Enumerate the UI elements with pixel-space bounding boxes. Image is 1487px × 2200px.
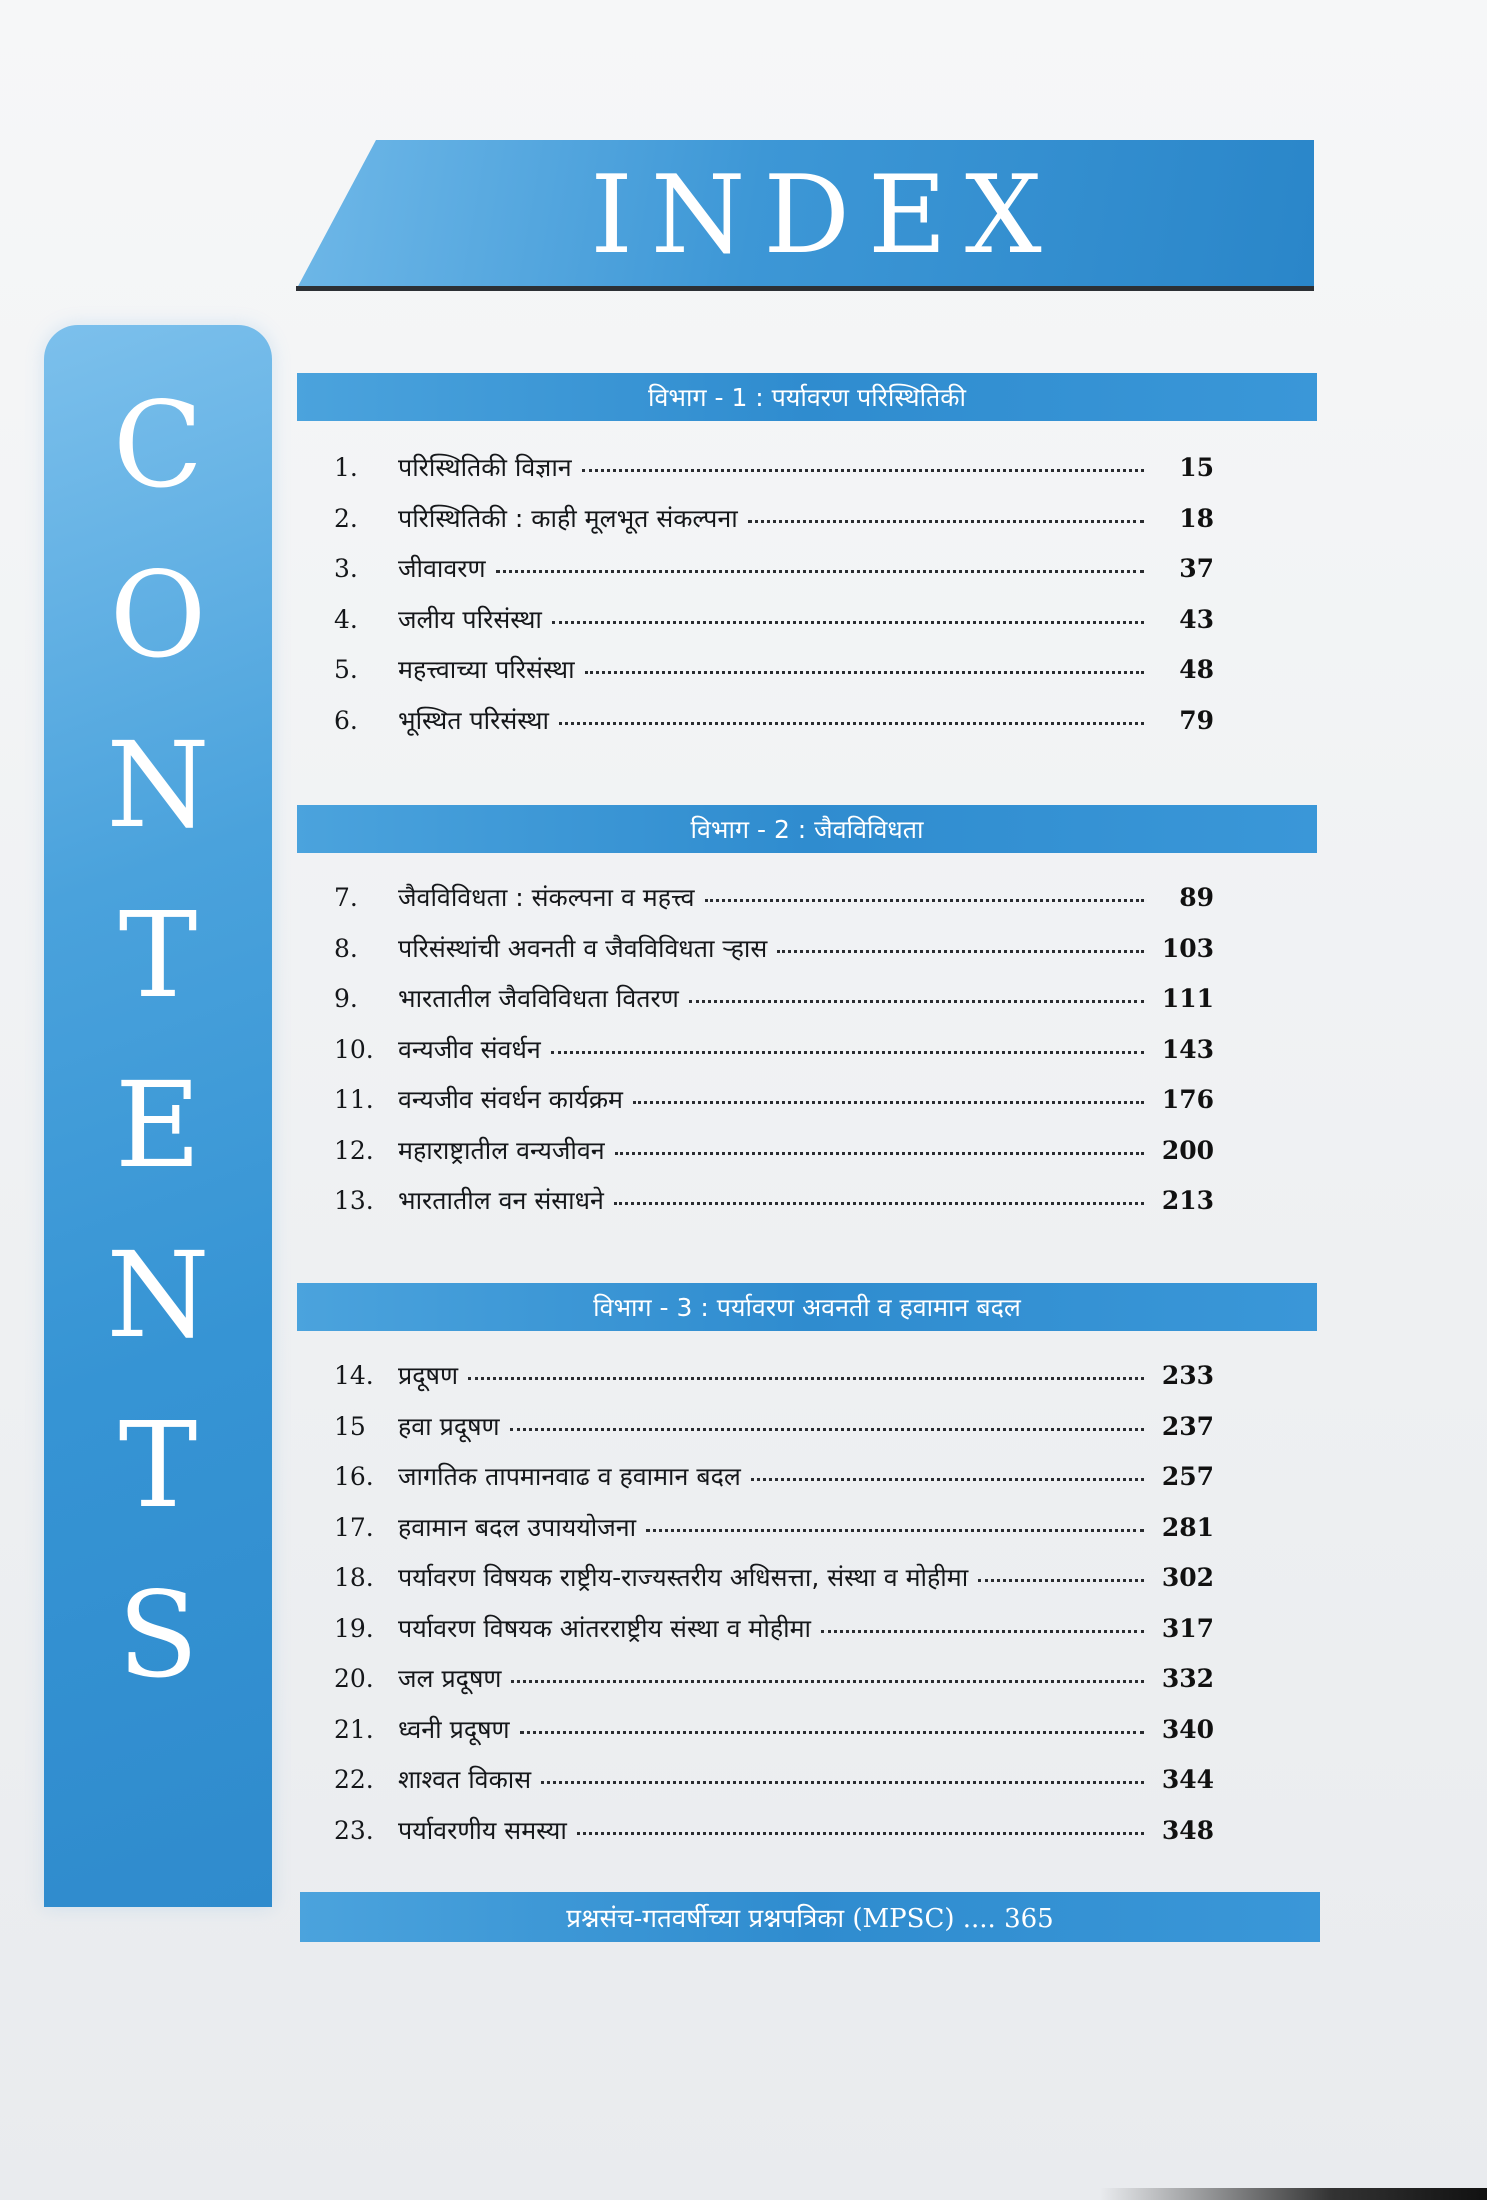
toc-leader-dots <box>511 1679 1144 1683</box>
toc-entry-title: महत्त्वाच्या परिसंस्था <box>398 655 575 684</box>
toc-entry-page: 176 <box>1161 1085 1214 1114</box>
toc-entry[interactable] <box>334 1032 1214 1083</box>
section-3-header: विभाग - 3 : पर्यावरण अवनती व हवामान बदल <box>297 1283 1317 1331</box>
toc-entry-number: 4. <box>334 604 358 634</box>
toc-leader-dots <box>577 1831 1144 1835</box>
toc-entry-page: 143 <box>1161 1034 1214 1064</box>
toc-entry-number: 19. <box>334 1613 374 1643</box>
toc-entry-page: 111 <box>1161 984 1214 1013</box>
toc-entry[interactable] <box>334 501 1214 552</box>
toc-leader-dots <box>520 1730 1144 1734</box>
toc-entry-number: 2. <box>334 503 358 533</box>
toc-entry-page: 79 <box>1179 705 1214 735</box>
contents-letter: O <box>109 546 207 684</box>
toc-leader-dots <box>510 1427 1144 1431</box>
toc-entry-title: परिसंस्थांची अवनती व जैवविविधता ऱ्हास <box>398 933 768 963</box>
toc-entry-title: जैवविविधता : संकल्पना व महत्त्व <box>398 883 695 912</box>
toc-leader-dots <box>585 670 1144 674</box>
toc-entry-page: 37 <box>1179 554 1214 583</box>
toc-entry-number: 17. <box>334 1512 374 1542</box>
toc-entry-number: 13. <box>334 1186 374 1215</box>
toc-entry-title: हवा प्रदूषण <box>398 1411 500 1441</box>
toc-entry[interactable] <box>334 703 1214 754</box>
toc-leader-dots <box>541 1780 1144 1784</box>
toc-entry-page: 344 <box>1161 1765 1214 1794</box>
toc-leader-dots <box>496 569 1144 573</box>
toc-entry-title: परिस्थितिकी : काही मूलभूत संकल्पना <box>398 503 738 533</box>
toc-entry[interactable] <box>334 652 1214 703</box>
toc-entry-title: जलीय परिसंस्था <box>398 604 542 634</box>
toc-entry[interactable] <box>334 931 1214 982</box>
toc-entry[interactable] <box>334 602 1214 653</box>
toc-entry-page: 317 <box>1161 1613 1214 1643</box>
toc-entry-title: वन्यजीव संवर्धन <box>398 1034 541 1064</box>
toc-entry-number: 10. <box>334 1034 374 1064</box>
toc-entry-title: शाश्वत विकास <box>398 1765 532 1794</box>
toc-entry-number: 21. <box>334 1714 374 1744</box>
toc-entry-title: भूस्थित परिसंस्था <box>398 705 549 735</box>
question-bank-bar[interactable]: प्रश्नसंच-गतवर्षीच्या प्रश्नपत्रिका (MPSC) .... 365 <box>300 1892 1320 1942</box>
toc-leader-dots <box>614 1201 1144 1205</box>
toc-entry-title: ध्वनी प्रदूषण <box>398 1714 510 1744</box>
toc-entry[interactable] <box>334 880 1214 931</box>
toc-entry-page: 257 <box>1161 1462 1214 1491</box>
toc-entry-title: परिस्थितिकी विज्ञान <box>398 453 572 482</box>
contents-letter: N <box>106 1226 210 1364</box>
toc-entry-page: 302 <box>1161 1563 1214 1592</box>
toc-entry-number: 8. <box>334 933 358 963</box>
toc-leader-dots <box>748 519 1144 523</box>
toc-leader-dots <box>552 620 1144 624</box>
toc-entry[interactable] <box>334 981 1214 1032</box>
toc-entry-number: 18. <box>334 1563 374 1592</box>
toc-entry-number: 5. <box>334 655 358 684</box>
toc-entry-page: 103 <box>1161 933 1214 963</box>
toc-leader-dots <box>821 1629 1144 1633</box>
section-2-header: विभाग - 2 : जैवविविधता <box>297 805 1317 853</box>
toc-entry-number: 3. <box>334 554 358 583</box>
toc-entry-number: 20. <box>334 1664 374 1693</box>
toc-entry-number: 16. <box>334 1462 374 1491</box>
toc-entry[interactable] <box>334 1510 1214 1561</box>
toc-entry-title: जीवावरण <box>398 554 486 583</box>
contents-letter: C <box>112 376 204 514</box>
toc-entry[interactable] <box>334 1611 1214 1662</box>
toc-leader-dots <box>705 898 1144 902</box>
toc-entry-page: 89 <box>1179 883 1214 912</box>
toc-entry-number: 22. <box>334 1765 374 1794</box>
contents-letter: E <box>114 1056 202 1194</box>
toc-entry-page: 18 <box>1179 503 1214 533</box>
toc-entry-title: पर्यावरण विषयक आंतरराष्ट्रीय संस्था व मोहीमा <box>398 1613 812 1643</box>
section-3-list <box>334 1358 1214 1863</box>
toc-leader-dots <box>978 1578 1144 1582</box>
toc-entry-page: 48 <box>1179 655 1214 684</box>
toc-entry-page: 281 <box>1161 1512 1214 1542</box>
toc-entry[interactable] <box>334 1459 1214 1510</box>
contents-vertical-label <box>44 360 272 1720</box>
toc-entry[interactable] <box>334 450 1214 501</box>
toc-entry-number: 11. <box>334 1085 374 1114</box>
toc-entry-page: 43 <box>1179 604 1214 634</box>
section-2-list <box>334 880 1214 1234</box>
contents-letter: T <box>118 1396 198 1534</box>
toc-entry-page: 332 <box>1161 1664 1214 1693</box>
toc-entry-title: भारतातील जैवविविधता वितरण <box>398 984 679 1013</box>
toc-entry[interactable] <box>334 1409 1214 1460</box>
toc-entry[interactable] <box>334 1133 1214 1184</box>
toc-entry-number: 14. <box>334 1361 374 1390</box>
toc-entry[interactable] <box>334 1082 1214 1133</box>
index-title: INDEX <box>590 152 1060 278</box>
toc-entry-title: पर्यावरण विषयक राष्ट्रीय-राज्यस्तरीय अधिसत्ता, संस्था व मोहीमा <box>398 1563 969 1592</box>
toc-entry-number: 12. <box>334 1135 374 1165</box>
toc-entry-title: महाराष्ट्रातील वन्यजीवन <box>398 1135 605 1165</box>
contents-letter: N <box>106 716 210 854</box>
toc-leader-dots <box>559 721 1144 725</box>
toc-entry-page: 237 <box>1161 1411 1214 1441</box>
toc-leader-dots <box>468 1376 1144 1380</box>
toc-entry-page: 233 <box>1161 1361 1214 1390</box>
toc-entry-page: 200 <box>1161 1135 1214 1165</box>
toc-entry-page: 15 <box>1179 453 1214 482</box>
toc-entry[interactable] <box>334 1560 1214 1611</box>
toc-entry-number: 6. <box>334 705 358 735</box>
toc-entry[interactable] <box>334 551 1214 602</box>
toc-entry[interactable] <box>334 1661 1214 1712</box>
page-edge-shadow <box>1100 2188 1487 2200</box>
toc-leader-dots <box>777 949 1144 953</box>
contents-letter: S <box>117 1566 199 1704</box>
toc-entry-title: प्रदूषण <box>398 1361 459 1390</box>
section-1-list <box>334 450 1214 753</box>
toc-leader-dots <box>689 999 1144 1003</box>
toc-entry-number: 9. <box>334 984 358 1013</box>
section-1-header: विभाग - 1 : पर्यावरण परिस्थितिकी <box>297 373 1317 421</box>
toc-entry-page: 213 <box>1161 1186 1214 1215</box>
toc-entry-title: वन्यजीव संवर्धन कार्यक्रम <box>398 1085 623 1114</box>
toc-leader-dots <box>615 1151 1144 1155</box>
toc-entry-title: भारतातील वन संसाधने <box>398 1186 604 1215</box>
toc-entry-number: 15 <box>334 1411 366 1441</box>
toc-leader-dots <box>646 1528 1144 1532</box>
toc-entry[interactable] <box>334 1183 1214 1234</box>
toc-entry-number: 1. <box>334 453 358 482</box>
toc-entry-title: जल प्रदूषण <box>398 1664 502 1693</box>
toc-entry-title: हवामान बदल उपाययोजना <box>398 1512 637 1542</box>
toc-leader-dots <box>751 1477 1144 1481</box>
toc-entry-title: जागतिक तापमानवाढ व हवामान बदल <box>398 1462 741 1491</box>
toc-leader-dots <box>551 1050 1144 1054</box>
toc-entry[interactable] <box>334 1813 1214 1864</box>
contents-letter: T <box>118 886 198 1024</box>
toc-entry-page: 348 <box>1161 1815 1214 1845</box>
toc-entry[interactable] <box>334 1712 1214 1763</box>
toc-entry-number: 7. <box>334 883 358 912</box>
toc-entry-title: पर्यावरणीय समस्या <box>398 1815 567 1845</box>
toc-entry[interactable] <box>334 1358 1214 1409</box>
toc-leader-dots <box>582 468 1144 472</box>
toc-entry-number: 23. <box>334 1815 374 1845</box>
toc-entry-page: 340 <box>1161 1714 1214 1744</box>
toc-leader-dots <box>633 1100 1144 1104</box>
toc-entry[interactable] <box>334 1762 1214 1813</box>
